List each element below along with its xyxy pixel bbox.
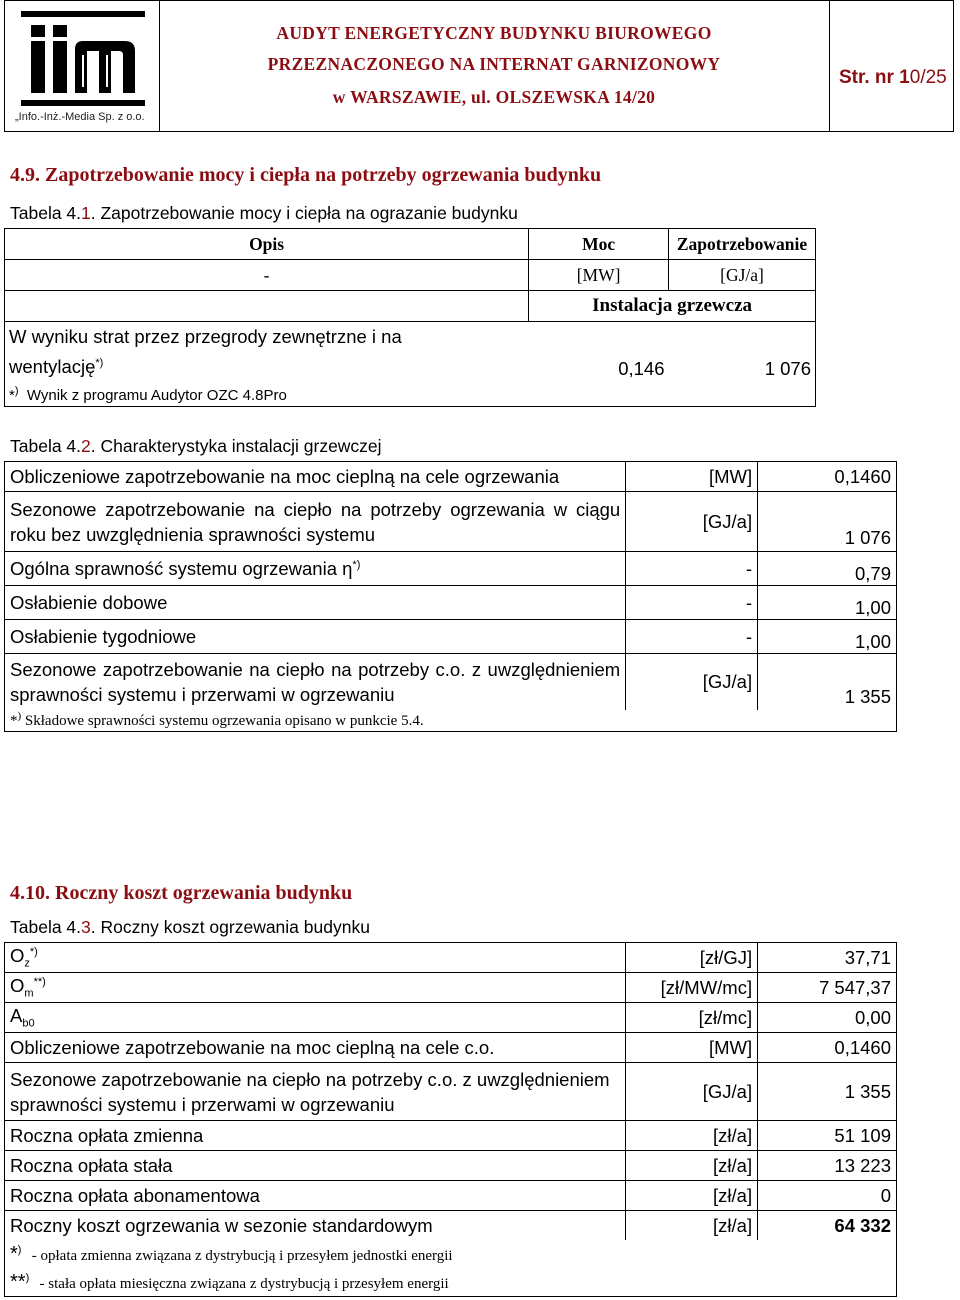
row-value: 51 109: [758, 1121, 897, 1151]
company-logo: [21, 11, 145, 106]
row-unit: [zł/mc]: [626, 1003, 758, 1033]
document-title: [159, 1, 830, 131]
row-unit: [MW]: [626, 1033, 758, 1063]
row-unit: [GJ/a]: [626, 654, 758, 710]
table-4-3-footnote-2: **) - stała opłata miesięczna związana z dystrybucją i przesyłem energii: [5, 1268, 897, 1297]
logo-cell: [5, 1, 160, 131]
row-unit: -: [626, 552, 758, 586]
row-label: Roczna opłata zmienna: [5, 1121, 626, 1151]
row-unit: [MW]: [626, 462, 758, 492]
group-empty-cell: [5, 291, 529, 322]
row-value: 1,00: [758, 620, 897, 654]
title-line-3: w WARSZAWIE, ul. OLSZEWSKA 14/20: [332, 87, 656, 107]
row-value: 0,00: [758, 1003, 897, 1033]
row-unit: -: [626, 586, 758, 620]
row-zapotrzebowanie: 1 076: [669, 322, 816, 383]
row-value: 13 223: [758, 1151, 897, 1181]
row-label: Obliczeniowe zapotrzebowanie na moc cieplną na cele ogrzewania: [5, 462, 626, 492]
row-label: $O_z^{*)}$: [5, 943, 626, 973]
page-header: [4, 0, 954, 132]
row-label: Ogólna sprawność systemu ogrzewania η*): [5, 552, 626, 586]
row-label: Roczna opłata stała: [5, 1151, 626, 1181]
section-heading-4-10: 4.10. Roczny koszt ogrzewania budynku: [10, 882, 353, 904]
row-label: Roczny koszt ogrzewania w sezonie standardowym: [5, 1211, 626, 1241]
header-opis: Opis: [5, 229, 529, 260]
group-label: Instalacja grzewcza: [529, 291, 816, 322]
logo-subtitle: „Info.-Inż.-Media Sp. z o.o.: [15, 111, 145, 123]
row-unit: [zł/GJ]: [626, 943, 758, 973]
table-4-3: [4, 942, 897, 1297]
row-unit: [zł/a]: [626, 1181, 758, 1211]
row-value: 0,79: [758, 552, 897, 586]
row-unit: [zł/a]: [626, 1121, 758, 1151]
row-unit: [zł/a]: [626, 1211, 758, 1241]
unit-opis: -: [5, 260, 529, 291]
row-label: Sezonowe zapotrzebowanie na ciepło na potrzeby c.o. z uwzględnieniem sprawności systemu i przerwami w ogrzewaniu: [5, 654, 626, 710]
table-4-1-caption: Tabela 4.1. Zapotrzebowanie mocy i ciepła na ograzanie budynku: [10, 203, 518, 223]
row-value: 7 547,37: [758, 973, 897, 1003]
row-label: Obliczeniowe zapotrzebowanie na moc cieplną na cele c.o.: [5, 1033, 626, 1063]
header-moc: Moc: [529, 229, 669, 260]
row-value: 1 355: [758, 1063, 897, 1121]
row-value: 64 332: [758, 1211, 897, 1241]
table-4-2-caption: Tabela 4.2. Charakterystyka instalacji grzewczej: [10, 436, 382, 456]
title-line-1: AUDYT ENERGETYCZNY BUDYNKU BIUROWEGO: [276, 23, 712, 43]
row-label: Roczna opłata abonamentowa: [5, 1181, 626, 1211]
row-unit: [GJ/a]: [626, 1063, 758, 1121]
row-unit: -: [626, 620, 758, 654]
row-value: 1,00: [758, 586, 897, 620]
table-4-3-footnote-1: *) - opłata zmienna związana z dystrybucją i przesyłem jednostki energii: [5, 1240, 897, 1268]
row-label: Osłabienie tygodniowe: [5, 620, 626, 654]
table-4-3-caption: Tabela 4.3. Roczny koszt ogrzewania budynku: [10, 917, 370, 937]
page-number-cell: [829, 1, 953, 131]
table-4-2: [4, 461, 897, 732]
row-unit: [GJ/a]: [626, 492, 758, 552]
row-value: 0: [758, 1181, 897, 1211]
row-value: 37,71: [758, 943, 897, 973]
row-value: 1 355: [758, 654, 897, 710]
row-label: Sezonowe zapotrzebowanie na ciepło na potrzeby ogrzewania w ciągu roku bez uwzględnienia sprawności systemu: [5, 492, 626, 552]
table-4-1: [4, 228, 816, 407]
unit-moc: [MW]: [529, 260, 669, 291]
row-label: $A_{b0}$: [5, 1003, 626, 1033]
page-number: Str. nr 10/25: [839, 67, 947, 88]
row-label: Sezonowe zapotrzebowanie na ciepło na potrzeby c.o. z uwzględnieniem sprawności systemu i przerwami w ogrzewaniu: [5, 1063, 626, 1121]
row-label: W wyniku strat przez przegrody zewnętrzne i na wentylację*): [5, 322, 529, 383]
title-line-2: PRZEZNACZONEGO NA INTERNAT GARNIZONOWY: [267, 54, 721, 74]
row-unit: [zł/MW/mc]: [626, 973, 758, 1003]
unit-zapotrzebowanie: [GJ/a]: [669, 260, 816, 291]
row-moc: 0,146: [529, 322, 669, 383]
row-unit: [zł/a]: [626, 1151, 758, 1181]
row-label: Osłabienie dobowe: [5, 586, 626, 620]
row-label: $O_m^{**)}$: [5, 973, 626, 1003]
table-4-2-footnote: *) Składowe sprawności systemu ogrzewania opisano w punkcie 5.4.: [5, 710, 897, 732]
header-zapotrzebowanie: Zapotrzebowanie: [669, 229, 816, 260]
row-value: 1 076: [758, 492, 897, 552]
row-value: 0,1460: [758, 462, 897, 492]
section-heading-4-9: 4.9. Zapotrzebowanie mocy i ciepła na potrzeby ogrzewania budynku: [10, 164, 602, 186]
row-value: 0,1460: [758, 1033, 897, 1063]
table-4-1-footnote: *) Wynik z programu Audytor OZC 4.8Pro: [5, 382, 816, 407]
